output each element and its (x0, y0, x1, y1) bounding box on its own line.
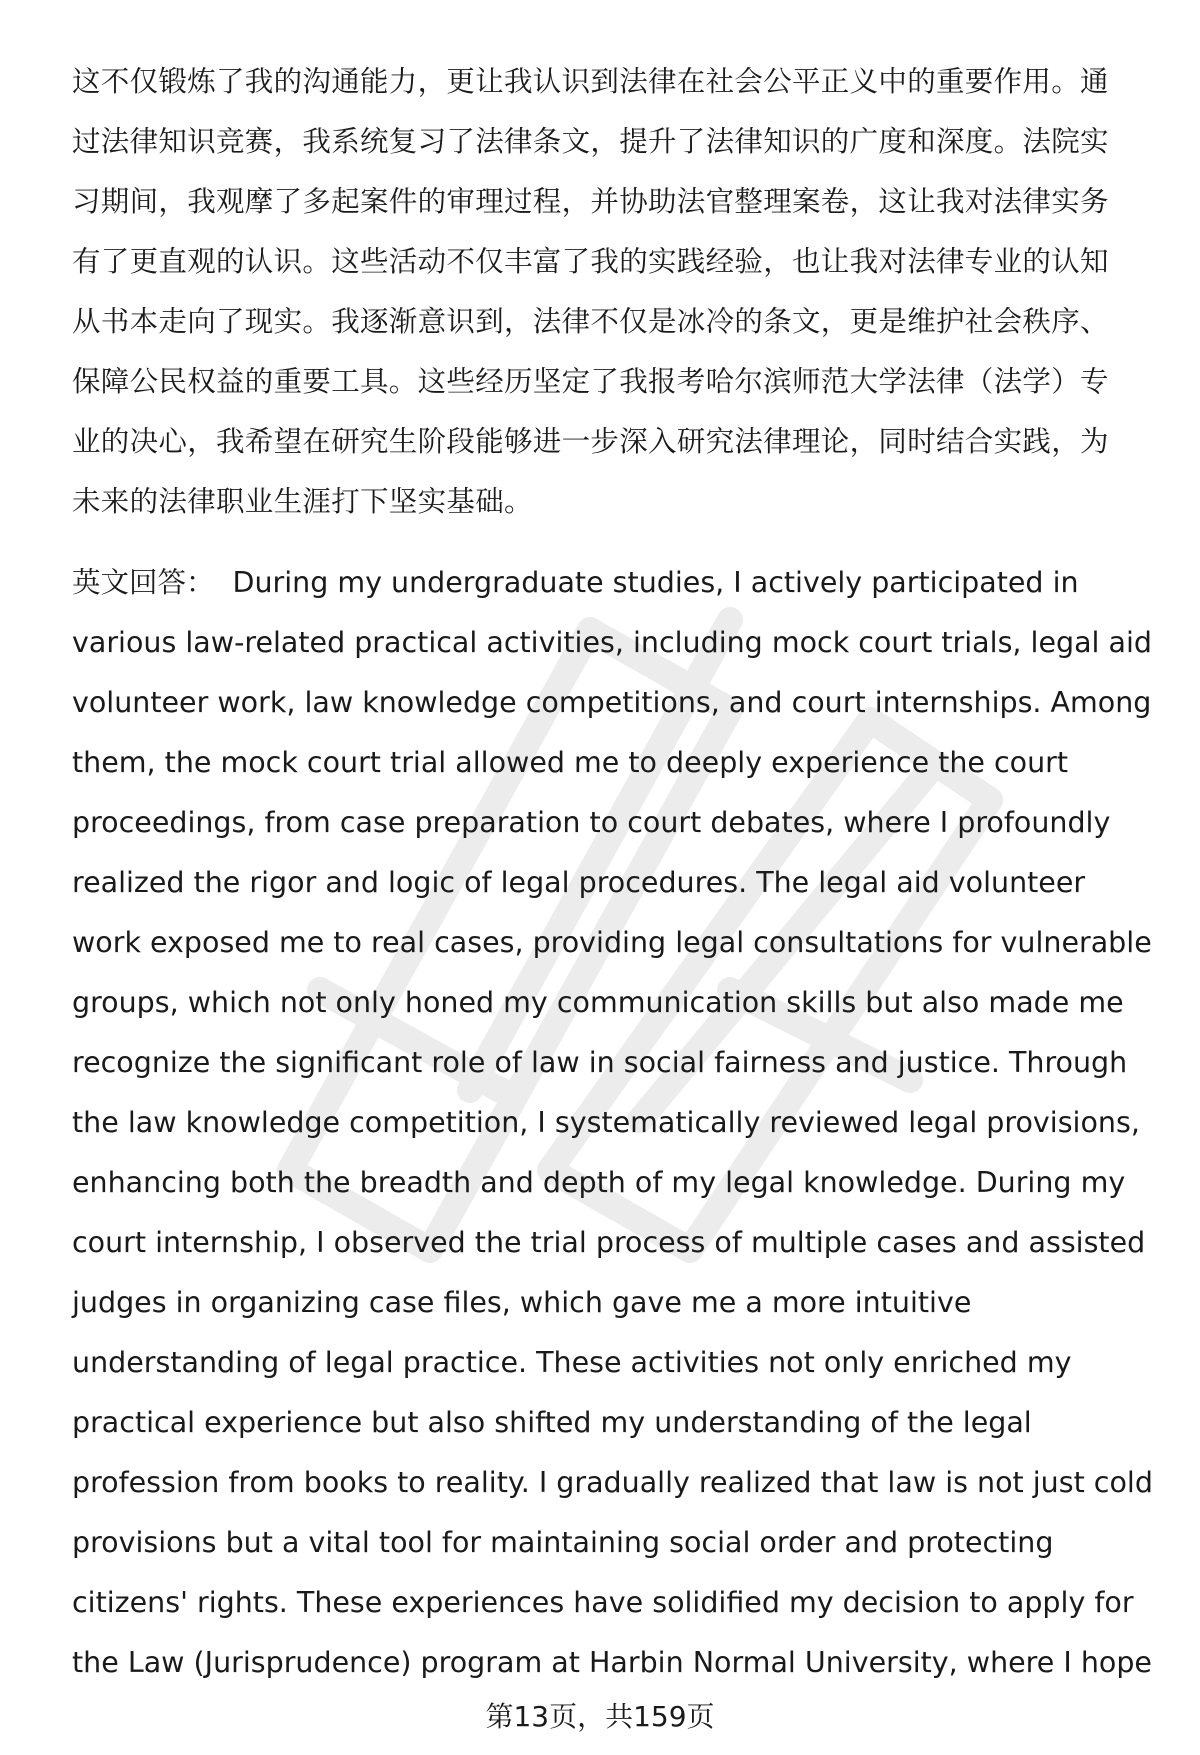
text-line: 保障公民权益的重要工具。这些经历坚定了我报考哈尔滨师范大学法律（法学）专 (72, 365, 1109, 398)
text-line: volunteer work, law knowledge competitions, and court internships. Among (72, 686, 1152, 719)
text-line: 有了更直观的认识。这些活动不仅丰富了我的实践经验，也让我对法律专业的认知 (72, 245, 1109, 278)
text-line (72, 553, 1162, 613)
text-line: practical experience but also shifted my understanding of the legal (72, 1406, 1032, 1439)
text-line: them, the mock court trial allowed me to deeply experience the court (72, 746, 1069, 779)
text-line: citizens' rights. These experiences have solidified my decision to apply for (72, 1586, 1134, 1619)
english-answer-label: 英文回答： (72, 566, 215, 599)
text-line: profession from books to reality. I gradually realized that law is not just cold (72, 1466, 1153, 1499)
text-line: the Law (Jurisprudence) program at Harbin Normal University, where I hope (72, 1646, 1152, 1679)
chinese-paragraph (72, 52, 1152, 532)
text-line: 过法律知识竞赛，我系统复习了法律条文，提升了法律知识的广度和深度。法院实 (72, 125, 1109, 158)
text-line: realized the rigor and logic of legal procedures. The legal aid volunteer (72, 866, 1086, 899)
text-line: various law-related practical activities, including mock court trials, legal aid (72, 626, 1152, 659)
text-line: enhancing both the breadth and depth of my legal knowledge. During my (72, 1166, 1126, 1199)
text-line: work exposed me to real cases, providing legal consultations for vulnerable (72, 926, 1152, 959)
text-line: 业的决心，我希望在研究生阶段能够进一步深入研究法律理论，同时结合实践，为 (72, 425, 1109, 458)
text-line: the law knowledge competition, I systematically reviewed legal provisions, (72, 1106, 1140, 1139)
page-indicator: 第13页，共159页 (485, 1700, 715, 1733)
text-line: 从书本走向了现实。我逐渐意识到，法律不仅是冰冷的条文，更是维护社会秩序、 (72, 305, 1109, 338)
text-line: recognize the significant role of law in social fairness and justice. Through (72, 1046, 1128, 1079)
text-line: proceedings, from case preparation to court debates, where I profoundly (72, 806, 1111, 839)
text-line: 习期间，我观摩了多起案件的审理过程，并协助法官整理案卷，这让我对法律实务 (72, 185, 1109, 218)
text-line: provisions but a vital tool for maintaining social order and protecting (72, 1526, 1054, 1559)
text-line: 未来的法律职业生涯打下坚实基础。 (72, 485, 533, 518)
text-line: understanding of legal practice. These activities not only enriched my (72, 1346, 1072, 1379)
text-line: judges in organizing case files, which gave me a more intuitive (72, 1286, 972, 1319)
text-line-content: During my undergraduate studies, I actively participated in (232, 566, 1079, 599)
text-line: 这不仅锻炼了我的沟通能力，更让我认识到法律在社会公平正义中的重要作用。通 (72, 65, 1109, 98)
text-line: court internship, I observed the trial process of multiple cases and assisted (72, 1226, 1146, 1259)
english-answer (72, 553, 1162, 1693)
text-line: groups, which not only honed my communication skills but also made me (72, 986, 1124, 1019)
